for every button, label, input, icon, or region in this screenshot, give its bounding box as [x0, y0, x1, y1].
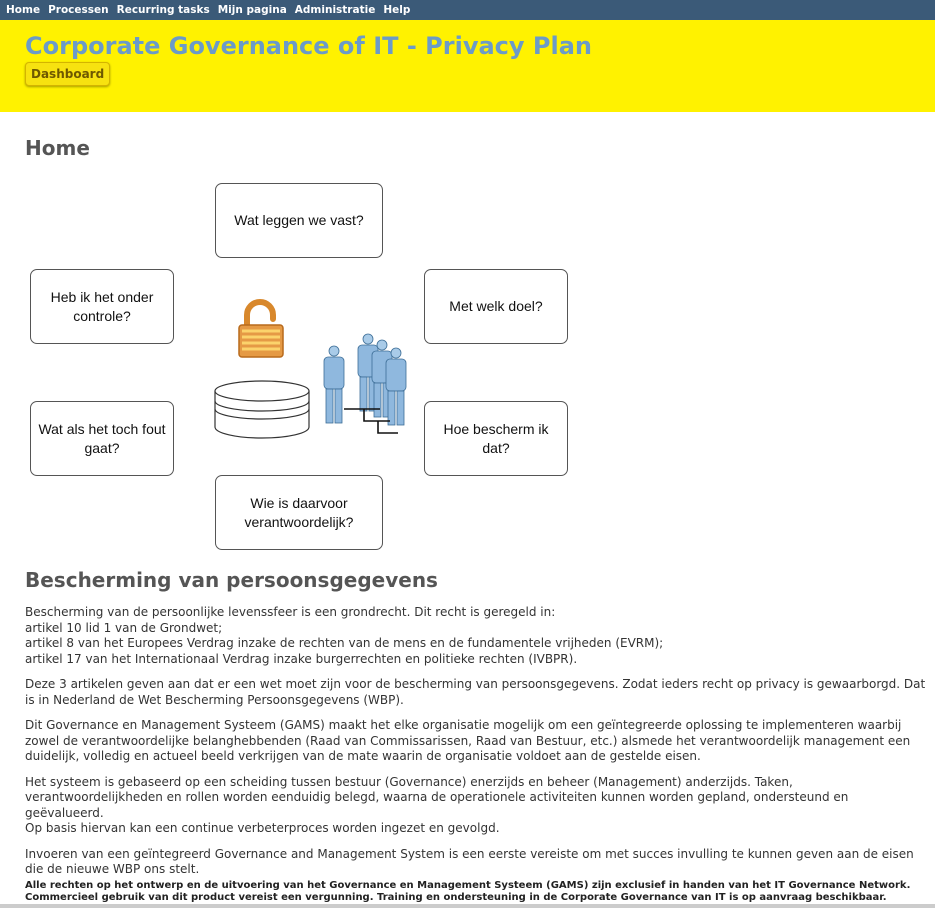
site-title: Corporate Governance of IT - Privacy Plan: [25, 32, 592, 60]
question-box-vastleggen: Wat leggen we vast?: [215, 183, 383, 258]
privacy-diagram: [0, 175, 600, 560]
dashboard-button[interactable]: Dashboard: [25, 62, 110, 86]
question-box-verantwoordelijk: Wie is daarvoor verantwoordelijk?: [215, 475, 383, 550]
intro-paragraph: [25, 605, 930, 667]
paragraph-2: Deze 3 artikelen geven aan dat er een wet moet zijn voor de bescherming van persoonsgegevens. Zodat ieders recht op privacy is gewaarborgd. Dat is in Nederland de Wet Bescherming Persoonsgegevens (WBP).: [25, 677, 926, 707]
intro-text: Bescherming van de persoonlijke levenssfeer is een grondrecht. Dit recht is geregeld in:: [25, 605, 556, 619]
horizontal-scrollbar[interactable]: [0, 904, 935, 908]
top-navigation: [0, 0, 935, 20]
nav-help[interactable]: Help: [383, 4, 411, 16]
question-box-beschermen: Hoe bescherm ik dat?: [424, 401, 568, 476]
lock-icon: [236, 297, 286, 361]
copyright-line-1: Alle rechten op het ontwerp en de uitvoering van het Governance en Management Systeem (GAMS) zijn exclusief in handen van het IT Governance Network.: [25, 880, 911, 891]
question-box-controle: Heb ik het onder controle?: [30, 269, 174, 344]
header-banner: [0, 20, 935, 112]
copyright-notice: [25, 880, 925, 904]
paragraph-4: [25, 775, 930, 837]
question-box-fout: Wat als het toch fout gaat?: [30, 401, 174, 476]
nav-recurring-tasks[interactable]: Recurring tasks: [116, 4, 210, 16]
nav-mijn-pagina[interactable]: Mijn pagina: [217, 4, 287, 16]
section-content: [25, 605, 930, 888]
copyright-line-2: Commercieel gebruik van dit product vereist een vergunning. Training en ondersteuning in de Corporate Governance van IT is op aanvraag beschikbaar.: [25, 892, 887, 903]
section-title: Bescherming van persoonsgegevens: [25, 568, 438, 592]
article-1: artikel 10 lid 1 van de Grondwet;: [25, 620, 223, 635]
question-box-doel: Met welk doel?: [424, 269, 568, 344]
article-3: artikel 17 van het Internationaal Verdrag inzake burgerrechten en politieke rechten (IVBPR).: [25, 651, 578, 666]
nav-home[interactable]: Home: [6, 4, 41, 16]
paragraph-5: Invoeren van een geïntegreerd Governance and Management System is een eerste vereiste om met succes invulling te kunnen geven aan de eisen die de nieuwe WBP ons stelt.: [25, 846, 914, 876]
paragraph-4b: Op basis hiervan kan een continue verbeterproces worden ingezet en gevolgd.: [25, 821, 500, 835]
article-2: artikel 8 van het Europees Verdrag inzake de rechten van de mens en de fundamentele vrijheden (EVRM);: [25, 636, 664, 650]
page-title: Home: [25, 136, 90, 160]
nav-administratie[interactable]: Administratie: [294, 4, 376, 16]
nav-processen[interactable]: Processen: [48, 4, 109, 16]
connector-lines: [340, 399, 400, 439]
paragraph-3: Dit Governance en Management Systeem (GAMS) maakt het elke organisatie mogelijk om een geïntegreerde oplossing te implementeren waarbij zowel de verantwoordelijke belanghebbenden (Raad van Commissarissen, Raad van Bestuur, etc.) alsmede het verantwoordelijk management een duidelijk, volledig en actueel beeld verkrijgen van de mate waarin de organisatie voldoet aan de gestelde eisen.: [25, 718, 911, 763]
database-icon: [213, 379, 311, 441]
paragraph-4a: Het systeem is gebaseerd op een scheiding tussen bestuur (Governance) enerzijds en beheer (Management) anderzijds. Taken, verantwoordelijkheden en rollen worden eenduidig belegd, waarna de operationele activiteiten kunnen worden gepland, ondersteund en geëvalueerd.: [25, 774, 849, 820]
